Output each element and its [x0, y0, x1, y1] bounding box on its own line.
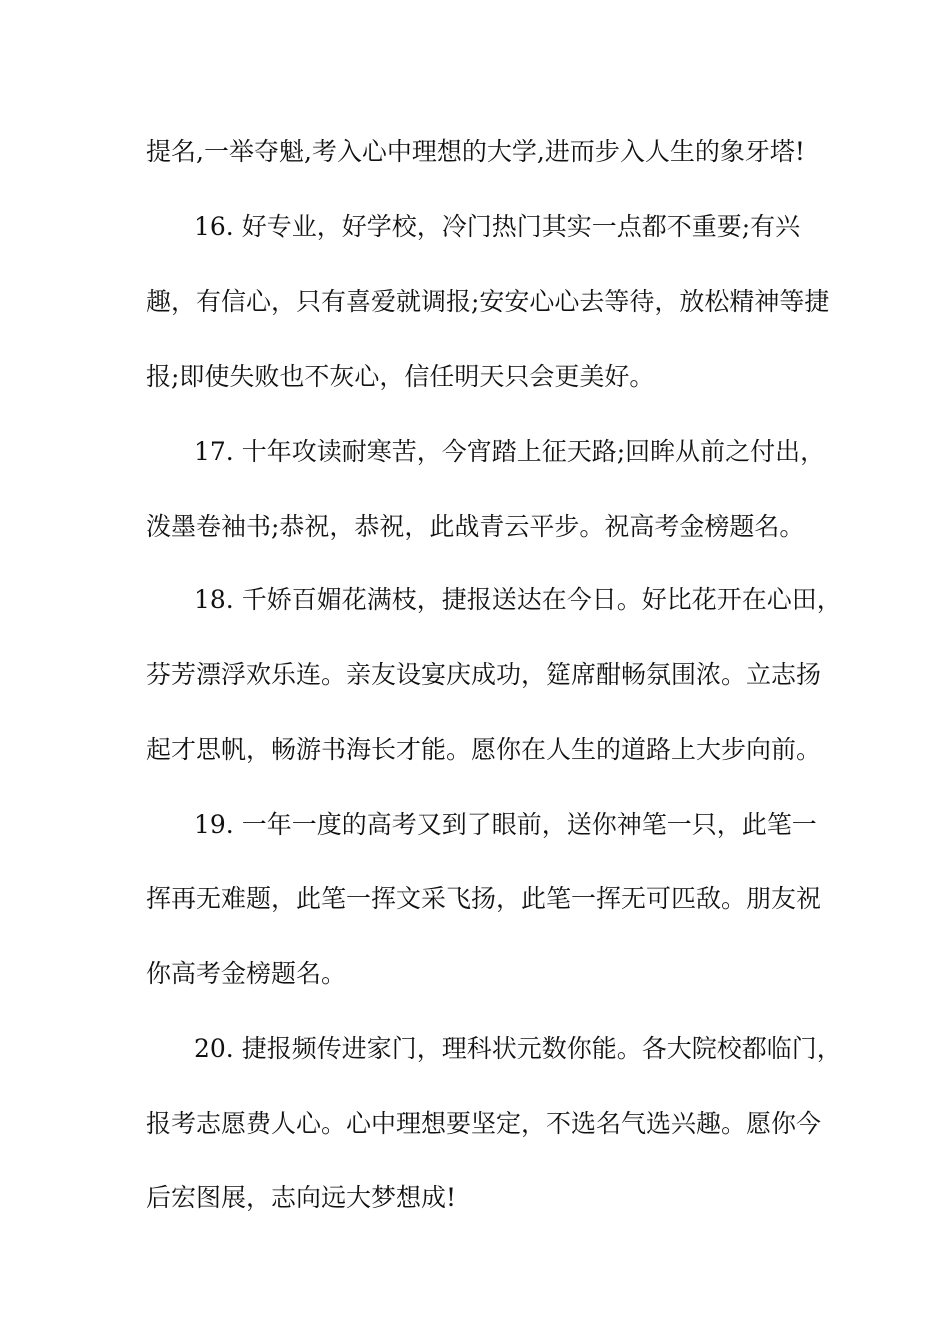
item-20-line-3: 后宏图展，志向远大梦想成!	[146, 1183, 457, 1212]
item-19-line-1: 19. 一年一度的高考又到了眼前，送你神笔一只，此笔一	[194, 810, 817, 839]
item-19-line-3: 你高考金榜题名。	[146, 959, 347, 988]
text-line: 提名,一举夺魁,考入心中理想的大学,进而步入人生的象牙塔!	[146, 137, 805, 166]
item-16-line-1: 16. 好专业，好学校，冷门热门其实一点都不重要;有兴	[194, 212, 801, 241]
item-18-line-1: 18. 千娇百媚花满枝，捷报送达在今日。好比花开在心田，	[194, 585, 842, 614]
item-20-line-2: 报考志愿费人心。心中理想要坚定，不选名气选兴趣。愿你今	[146, 1109, 822, 1138]
item-18-line-2: 芬芳漂浮欢乐连。亲友设宴庆成功，筵席酣畅氛围浓。立志扬	[146, 660, 822, 689]
item-16-line-2: 趣，有信心，只有喜爱就调报;安安心心去等待，放松精神等捷	[146, 287, 830, 316]
item-17-line-1: 17. 十年攻读耐寒苦，今宵踏上征天路;回眸从前之付出，	[194, 437, 826, 466]
item-16-line-3: 报;即使失败也不灰心，信任明天只会更美好。	[146, 362, 655, 391]
item-20-line-1: 20. 捷报频传进家门，理科状元数你能。各大院校都临门，	[194, 1034, 842, 1063]
item-18-line-3: 起才思帆，畅游书海长才能。愿你在人生的道路上大步向前。	[146, 735, 822, 764]
item-19-line-2: 挥再无难题，此笔一挥文采飞扬，此笔一挥无可匹敌。朋友祝	[146, 884, 822, 913]
item-17-line-2: 泼墨卷袖书;恭祝，恭祝，此战青云平步。祝高考金榜题名。	[146, 512, 805, 541]
